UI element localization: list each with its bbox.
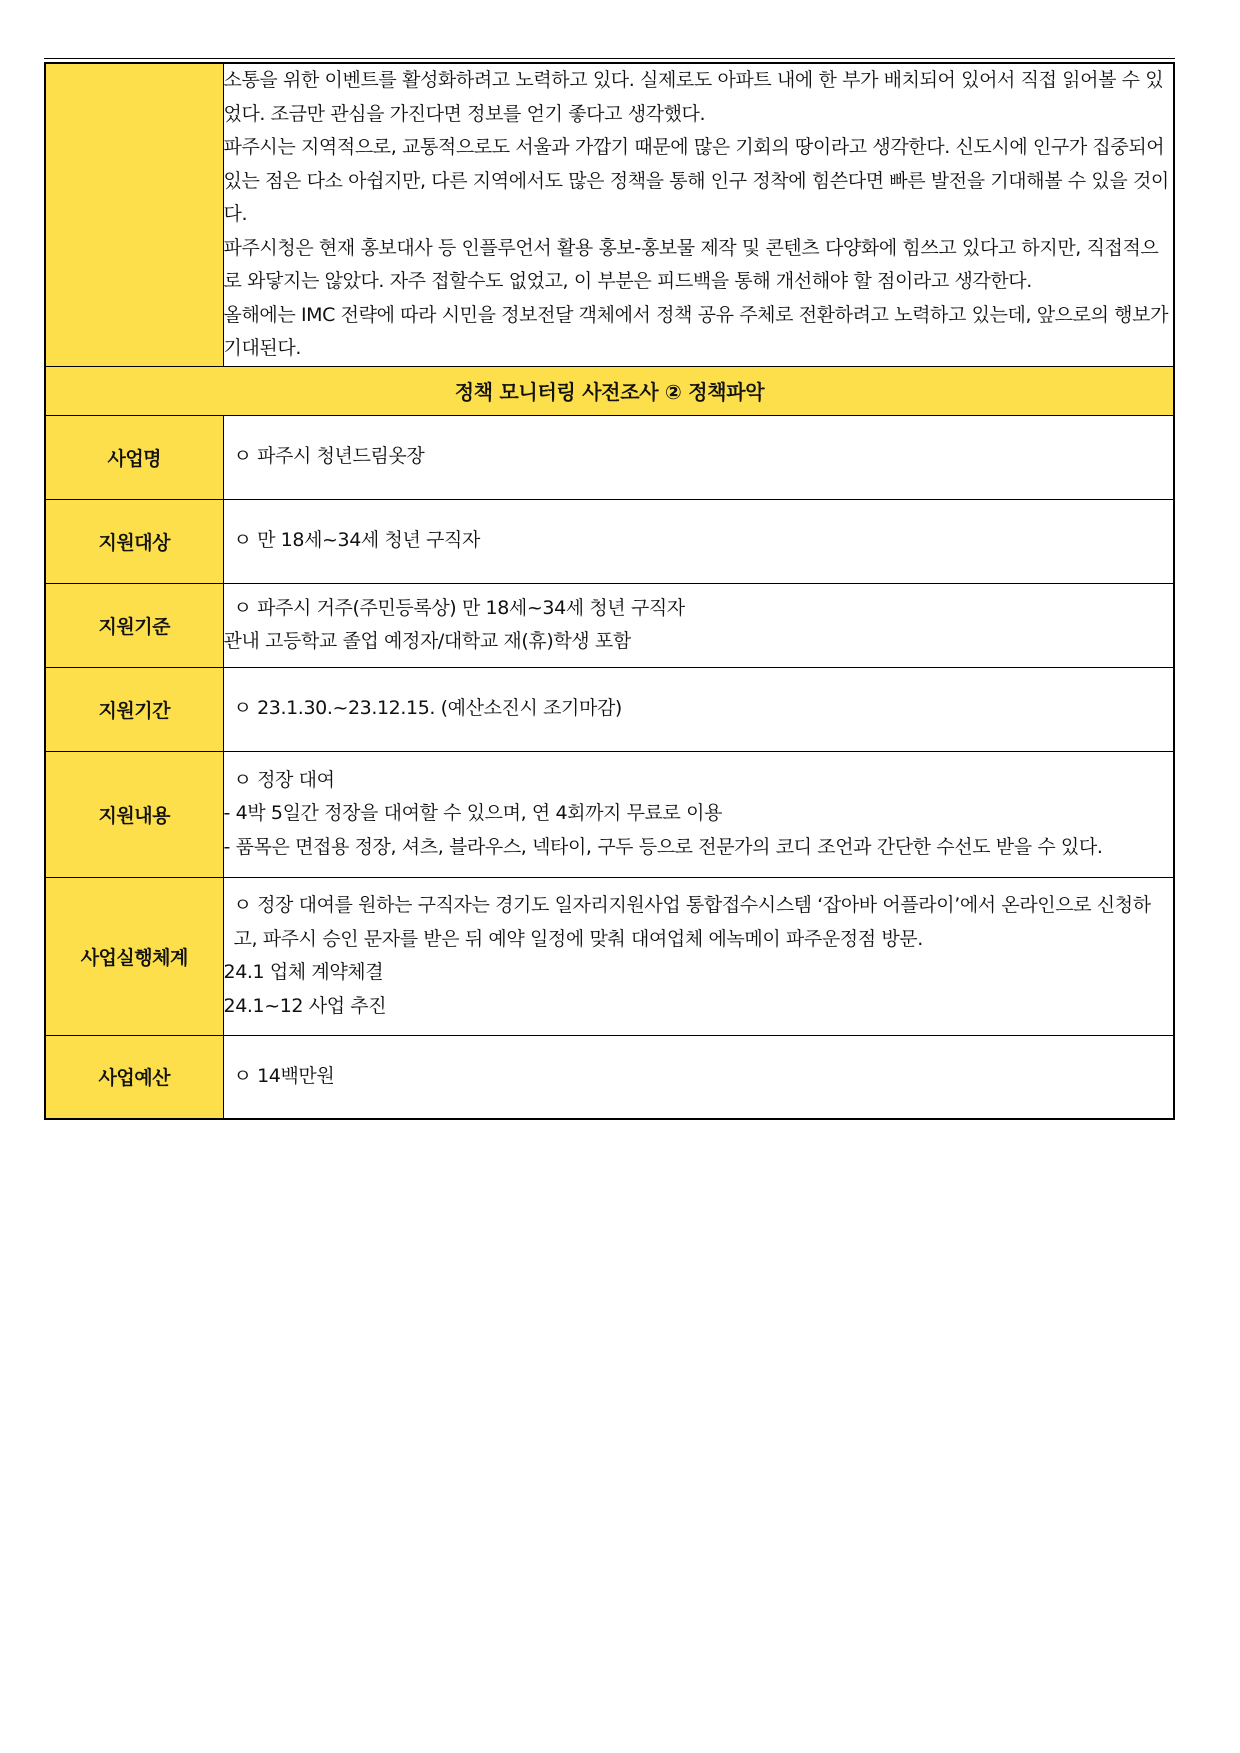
label-project-name: 사업명 <box>45 415 223 499</box>
policy-form-table <box>44 62 1175 1120</box>
bullet-line: ㅇ 14백만원 <box>233 1065 335 1087</box>
value-execution <box>223 877 1174 1035</box>
label-criteria: 지원기준 <box>45 583 223 667</box>
top-rule <box>44 58 1175 59</box>
row-execution <box>45 877 1174 1035</box>
bullet-line: ㅇ 정장 대여를 원하는 구직자는 경기도 일자리지원사업 통합접수시스템 ‘잡아바 어플라이’에서 온라인으로 신청하고, 파주시 승인 문자를 받은 뒤 예약 일정에 맞춰 대여업체 에녹메이 파주운정점 방문. <box>233 894 1151 950</box>
intro-paragraph: 소통을 위한 이벤트를 활성화하려고 노력하고 있다. 실제로도 아파트 내에 한 부가 배치되어 있어서 직접 읽어볼 수 있었다. 조금만 관심을 가진다면 정보를 얻기 좋다고 생각했다. <box>223 69 1164 125</box>
row-period <box>45 667 1174 751</box>
bullet-line: ㅇ 파주시 청년드림옷장 <box>233 445 425 468</box>
label-period: 지원기간 <box>45 667 223 751</box>
row-project-name <box>45 415 1174 499</box>
section-title: 정책 모니터링 사전조사 ② 정책파악 <box>45 366 1174 415</box>
value-budget <box>223 1035 1174 1119</box>
label-content: 지원내용 <box>45 751 223 877</box>
text-line: - 품목은 면접용 정장, 셔츠, 블라우스, 넥타이, 구두 등으로 전문가의 코디 조언과 간단한 수선도 받을 수 있다. <box>223 835 1103 858</box>
value-target <box>223 499 1174 583</box>
value-content <box>223 751 1174 877</box>
text-line: 24.1 업체 계약체결 <box>223 961 384 983</box>
section-header-row <box>45 366 1174 415</box>
intro-paragraph: 올해에는 IMC 전략에 따라 시민을 정보전달 객체에서 정책 공유 주체로 전환하려고 노력하고 있는데, 앞으로의 행보가 기대된다. <box>223 303 1169 359</box>
row-criteria <box>45 583 1174 667</box>
label-execution: 사업실행체계 <box>45 877 223 1035</box>
intro-label-cell <box>45 63 223 366</box>
bullet-line: ㅇ 만 18세~34세 청년 구직자 <box>233 529 480 552</box>
bullet-line: ㅇ 정장 대여 <box>233 768 335 791</box>
intro-paragraph: 파주시청은 현재 홍보대사 등 인플루언서 활용 홍보-홍보물 제작 및 콘텐츠 다양화에 힘쓰고 있다고 하지만, 직접적으로 와닿지는 않았다. 자주 접할수도 없었고, 이 부분은 피드백을 통해 개선해야 할 점이라고 생각한다. <box>223 236 1159 292</box>
intro-row <box>45 63 1174 366</box>
value-project-name <box>223 415 1174 499</box>
value-period <box>223 667 1174 751</box>
row-target <box>45 499 1174 583</box>
text-line: 24.1~12 사업 추진 <box>223 994 387 1017</box>
row-budget <box>45 1035 1174 1119</box>
value-criteria <box>223 583 1174 667</box>
bullet-line: ㅇ 23.1.30.~23.12.15. (예산소진시 조기마감) <box>233 697 622 720</box>
intro-text-cell <box>223 63 1174 366</box>
row-content <box>45 751 1174 877</box>
text-line: 관내 고등학교 졸업 예정자/대학교 재(휴)학생 포함 <box>223 630 631 652</box>
label-budget: 사업예산 <box>45 1035 223 1119</box>
label-target: 지원대상 <box>45 499 223 583</box>
intro-paragraph: 파주시는 지역적으로, 교통적으로도 서울과 가깝기 때문에 많은 기회의 땅이라고 생각한다. 신도시에 인구가 집중되어 있는 점은 다소 아쉽지만, 다른 지역에서도 많은 정책을 통해 인구 정착에 힘쓴다면 빠른 발전을 기대해볼 수 있을 것이다. <box>223 136 1169 225</box>
text-line: - 4박 5일간 정장을 대여할 수 있으며, 연 4회까지 무료로 이용 <box>223 802 723 825</box>
bullet-line: ㅇ 파주시 거주(주민등록상) 만 18세~34세 청년 구직자 <box>233 596 685 619</box>
